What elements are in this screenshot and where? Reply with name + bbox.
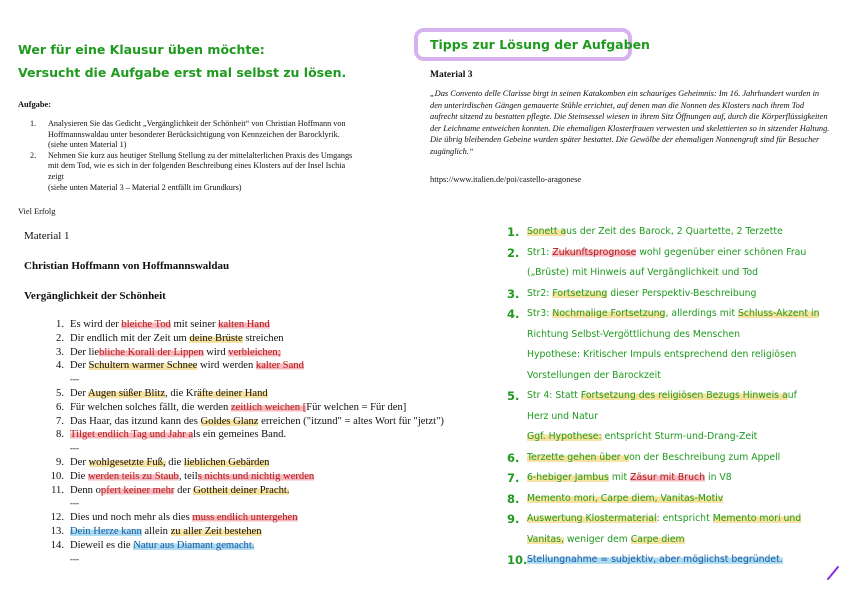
highlight-mark: wohlgesetzte Fuß, [88, 456, 166, 468]
tipp-number: 5. [507, 389, 520, 403]
poem-line-number: 9. [56, 456, 64, 468]
poem-line-text: Für welchen solches fällt, die werden zeitlich weichen [Für welchen = Für den] [70, 401, 407, 413]
poem-line [40, 387, 500, 401]
tipp-item [507, 509, 845, 550]
poem-line-text: Dir endlich mit der Zeit um deine Brüste streichen [70, 332, 284, 344]
highlight-mark: Fortsetzung [552, 287, 608, 299]
tipp-number: 10. [507, 553, 528, 567]
highlight-mark: 6-hebiger Jambus [527, 472, 609, 483]
poem-title: Vergänglichkeit der Schönheit [24, 290, 166, 302]
tipp-number: 6. [507, 450, 520, 465]
highlight-mark: werden teils zu Staub [87, 470, 179, 482]
try-yourself-heading: Versucht die Aufgabe erst mal selbst zu lösen. [18, 65, 347, 80]
highlight-mark: s nichts und nichtig werden [197, 470, 315, 482]
highlight-mark: Vanitas, [527, 533, 564, 545]
poem-line-text: Dies und noch mehr als dies muss endlich untergehen [70, 512, 298, 524]
poem-line [40, 332, 500, 346]
poem-line-number: 12. [50, 512, 64, 524]
tipp-line: Str2: Fortsetzung dieser Perspektiv-Beschreibung [527, 287, 757, 299]
tipp-item [507, 550, 845, 571]
poem-line-text: Tilget endlich Tag und Jahr als ein gemeines Band. [70, 429, 287, 441]
poem-line-number: 13. [50, 525, 64, 537]
tipp-line: Str3: Nochmalige Fortsetzung, allerdings mit Schluss-Akzent in [527, 308, 820, 319]
tipp-item [507, 386, 845, 448]
poem-line [40, 539, 500, 553]
stanza-separator: --- [70, 443, 79, 454]
highlight-mark: Nochmalige Fortsetzung [552, 308, 666, 319]
tipp-line: Richtung Selbst-Vergöttlichung des Menschen [527, 328, 740, 340]
highlight-mark: Stellungnahme = subjektiv, aber möglichst begründet. [527, 554, 783, 565]
poem-line-number: 3. [56, 346, 64, 358]
poem-line [40, 359, 500, 373]
poem-line-text: Es wird der bleiche Tod mit seiner kalten Hand [70, 319, 270, 330]
stanza-separator: --- [70, 374, 79, 385]
poem-line [40, 525, 500, 539]
material3-source-url: https://www.italien.de/poi/castello-aragonese [430, 175, 582, 184]
pen-stroke-icon [826, 565, 840, 581]
tipp-number: 7. [507, 471, 520, 485]
poem-line-text: Die werden teils zu Staub, teils nichts und nichtig werden [70, 470, 315, 482]
poem-line-number: 2. [56, 332, 64, 344]
tipps-title: Tipps zur Lösung der Aufgaben [430, 37, 650, 52]
poem-line-number: 5. [56, 387, 64, 399]
poem-line-text: Dein Herze kann allein zu aller Zeit bestehen [70, 525, 262, 537]
highlight-mark: lieblichen Gebärden [183, 456, 270, 468]
poem-line-text: Denn opfert keiner mehr der Gottheit deiner Pracht. [70, 484, 290, 496]
tipp-line: Hypothese: Kritischer Impuls entsprechend den religiösen [527, 349, 797, 360]
poem-line [40, 470, 500, 484]
highlight-mark: Memento mori und [712, 513, 802, 524]
tipp-number: 8. [507, 491, 520, 506]
highlight-mark: Schluss-Akzent in [737, 308, 820, 319]
highlight-mark: Dein Herze kann [70, 525, 142, 537]
highlight-mark: Zäsur mit Bruch [630, 472, 706, 483]
poem-line-number: 1. [56, 319, 64, 330]
highlight-mark: verbleichen; [228, 346, 281, 358]
highlight-mark: zeitlich weichen [ [230, 401, 307, 413]
poem-line-text: Dieweil es die Natur aus Diamant gemacht. [70, 539, 255, 551]
highlight-mark: deine Brüste [189, 332, 243, 344]
highlight-mark: Gottheit deiner Pracht. [193, 484, 290, 496]
highlight-mark: Memento mori, Carpe diem, Vanitas-Motiv [527, 492, 724, 504]
tipp-number: 1. [507, 225, 520, 239]
poem-line [40, 456, 500, 470]
highlight-mark: äfte deiner Hand [197, 387, 268, 399]
poem-author: Christian Hoffmann von Hoffmannswaldau [24, 260, 230, 272]
highlight-mark: Auswertung Klostermaterial [527, 513, 657, 524]
poem-line-number: 4. [56, 360, 64, 372]
task-number: 1. [30, 119, 37, 128]
highlight-mark: Carpe diem [630, 533, 685, 545]
highlight-mark: bliche Korall der Lippen [99, 346, 204, 358]
poem-line [40, 428, 500, 442]
tipp-item [507, 222, 845, 243]
exam-practice-heading: Wer für eine Klausur üben möchte: [18, 42, 265, 57]
poem-line [40, 346, 500, 360]
poem-line-number: 6. [56, 401, 64, 413]
poem-line-text: Der Schultern warmer Schnee wird werden kalter Sand [70, 360, 304, 372]
stanza-separator: --- [70, 498, 79, 509]
poem-line-number: 10. [50, 470, 64, 482]
stanza-separator: --- [70, 553, 79, 564]
material3-quote: „Das Convento delle Clarisse birgt in seinen Katakomben ein schauriges Geheimnis: Im 16. Jahrhundert wurden in den unterirdischen Gängen gemauerte Stühle errichtet, auf denen man die Nonnen des Klosters nach ihrem Tod aufrecht sitzend zu bestatten pflegte. Die Steinsessel wiesen in ihrem Sitz Öffnungen auf, durch die Körperflüssigkeiten der Leichname entweichen konnten. Die ehemaligen Klosterfrauen verwesten und skelettierten so in sitzender Haltung. Die übrig bleibenden Gebeine wurden später bestattet. Die Gewölbe der ehemaligen Nonnengruft sind für Besucher zugänglich.“ [430, 89, 830, 156]
aufgabe-label: Aufgabe: [18, 100, 52, 109]
highlight-mark: Augen süßer Blitz [87, 387, 166, 399]
poem-line-text: Das Haar, das itzund kann des Goldes Glanz erreichen ("itzund" = altes Wort für "jetzt") [70, 415, 444, 427]
highlight-mark: kalten Hand [218, 319, 270, 330]
highlight-mark: bleiche Tod [121, 319, 171, 330]
tipp-line: Str 4: Statt Fortsetzung des religiösen Bezugs Hinweis auf [527, 390, 797, 401]
material1-label: Material 1 [24, 230, 70, 242]
highlight-mark: Ggf. Hypothese: [527, 431, 602, 442]
material3-label: Material 3 [430, 70, 473, 80]
tipp-line: Vorstellungen der Barockzeit [527, 369, 661, 381]
highlight-mark: zu aller Zeit bestehen [170, 525, 262, 537]
poem-line [40, 511, 500, 525]
poem-line-number: 14. [50, 539, 64, 551]
tipp-number: 2. [507, 245, 520, 260]
task-line: Nehmen Sie kurz aus heutiger Stellung Stellung zu der mittelalterlichen Praxis des Umgangs [48, 150, 353, 160]
task-line: (siehe unten Material 1) [48, 140, 127, 150]
tipp-item [507, 468, 845, 489]
poem-line-text: Der liebliche Korall der Lippen wird verbleichen; [70, 346, 281, 358]
task-item [30, 151, 402, 193]
tipp-line: Vanitas, weniger dem Carpe diem [527, 533, 685, 545]
highlight-mark: Tilget endlich Tag und Jahr a [70, 429, 194, 441]
poem-line [40, 401, 500, 415]
tipp-item [507, 489, 845, 510]
highlight-mark: Fortsetzung des religiösen Bezugs Hinweis a [580, 390, 788, 401]
poem-line-number: 7. [56, 415, 64, 427]
tipp-number: 9. [507, 512, 520, 526]
highlight-mark: Natur aus Diamant gemacht. [133, 539, 255, 551]
task-item [30, 119, 402, 151]
poem-line [40, 415, 500, 429]
task-number: 2. [30, 150, 37, 160]
tipp-line: Str1: Zukunftsprognose wohl gegenüber einer schönen Frau [527, 246, 807, 258]
tipp-line: Terzette gehen über von der Beschreibung zum Appell [527, 451, 781, 463]
tipp-number: 3. [507, 286, 520, 301]
tipps-list [507, 222, 845, 571]
task-line: zeigt [48, 171, 64, 181]
poem-line [40, 318, 500, 332]
poem-line-number: 11. [51, 484, 64, 496]
tipp-line: Herz und Natur [527, 410, 599, 422]
task-list [30, 119, 402, 193]
highlight-mark: Goldes Glanz [200, 415, 259, 427]
poem-line [40, 484, 500, 498]
tipp-item [507, 448, 845, 469]
task-line: mit dem Tod, wie es sich in der folgenden Beschreibung eines Klosters auf der Insel Ischia [48, 161, 346, 171]
tipp-line: („Brüste) mit Hinweis auf Vergänglichkeit und Tod [527, 267, 759, 278]
highlight-mark: Zukunftsprognose [552, 246, 637, 258]
highlight-mark: muss endlich untergehen [192, 512, 298, 524]
task-line: Hoffmannswaldau unter besonderer Berücksichtigung von Kennzeichen der Barocklyrik. [48, 129, 340, 139]
poem-line-text: Der wohlgesetzte Fuß, die lieblichen Gebärden [70, 456, 270, 468]
highlight-mark: pfert keiner mehr [100, 484, 175, 496]
poem-line-number: 8. [56, 429, 64, 441]
tipp-line: Sonett aus der Zeit des Barock, 2 Quartette, 2 Terzette [527, 226, 783, 237]
highlight-mark: kalter Sand [255, 360, 304, 372]
task-line: Analysieren Sie das Gedicht „Vergänglichkeit der Schönheit“ von Christian Hoffmann von [48, 119, 346, 128]
highlight-mark: Schultern warmer Schnee [88, 360, 198, 372]
tipp-line [527, 489, 845, 510]
poem [40, 318, 500, 566]
tipp-number: 4. [507, 307, 520, 321]
tipp-line [527, 550, 845, 571]
closing-wish: Viel Erfolg [18, 207, 56, 216]
tipp-line: Auswertung Klostermaterial: entspricht Memento mori und [527, 513, 802, 524]
tipp-item [507, 284, 845, 305]
highlight-mark: Sonett a [527, 226, 567, 237]
tipp-item [507, 304, 845, 386]
tipp-line: Ggf. Hypothese: entspricht Sturm-und-Drang-Zeit [527, 431, 758, 442]
poem-line-text: Der Augen süßer Blitz, die Kräfte deiner Hand [70, 387, 268, 399]
task-line: (siehe unten Material 3 – Material 2 entfällt im Grundkurs) [48, 182, 242, 192]
tipp-item [507, 243, 845, 284]
highlight-mark: Terzette gehen über v [527, 451, 630, 463]
tipp-line: 6-hebiger Jambus mit Zäsur mit Bruch in V8 [527, 472, 732, 483]
